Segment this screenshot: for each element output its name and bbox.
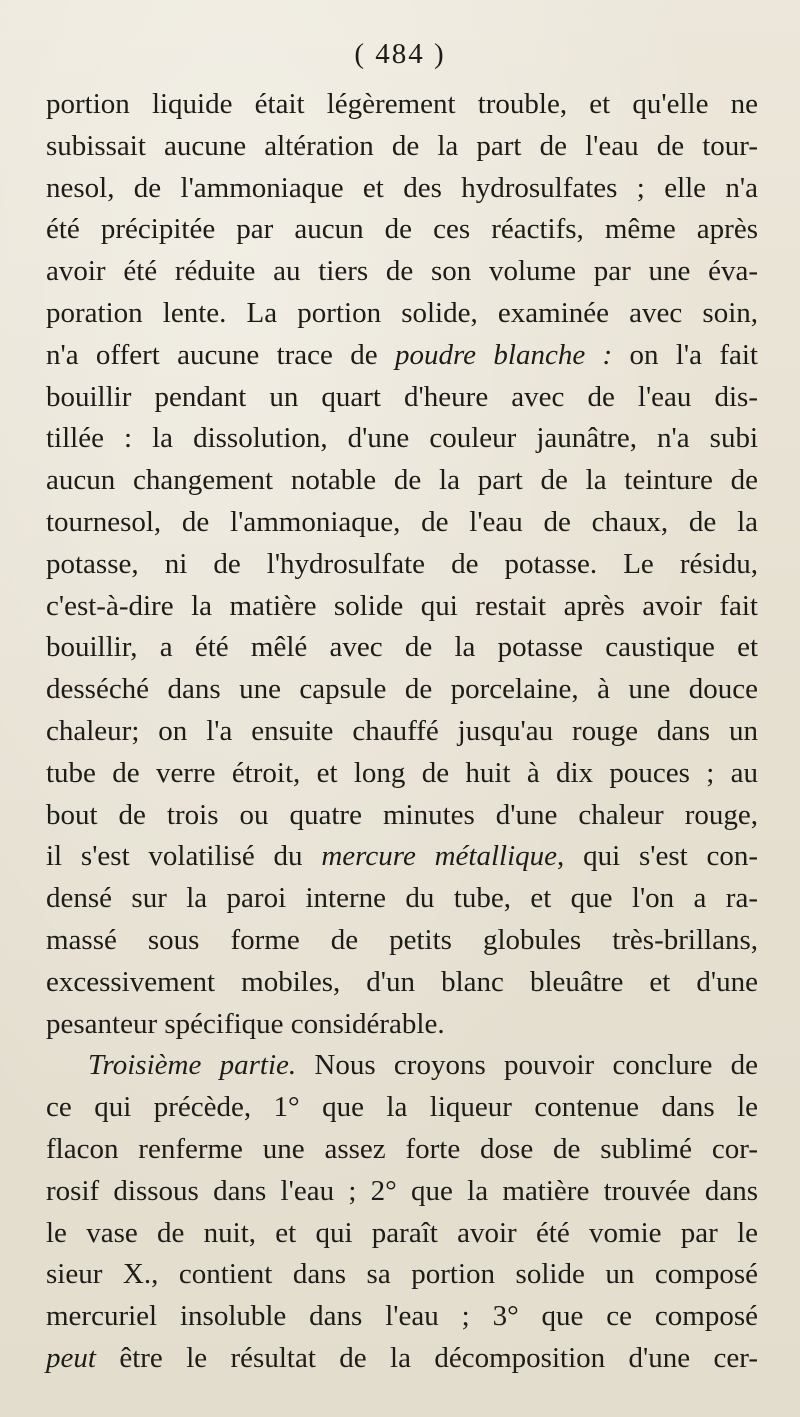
text-run: bouillir pendant un quart d'heure avec de l'eau dis- (46, 380, 758, 413)
text-run: avoir été réduite au tiers de son volume par une éva- (46, 255, 758, 288)
text-line (46, 502, 758, 544)
text-line (46, 126, 758, 168)
text-line (46, 293, 758, 335)
italic-phrase: mercure métallique (321, 840, 558, 873)
text-line (46, 878, 758, 920)
text-run: massé sous forme de petits globules très-brillans, (46, 923, 758, 956)
text-run: chaleur; on l'a ensuite chauffé jusqu'au rouge dans un (46, 714, 758, 747)
text-run: bout de trois ou quatre minutes d'une chaleur rouge, (46, 798, 758, 831)
text-line (46, 251, 758, 293)
text-line (46, 1213, 758, 1255)
text-run: mercuriel insoluble dans l'eau ; 3° que ce composé (46, 1300, 758, 1333)
text-line (46, 711, 758, 753)
text-line (46, 1004, 758, 1046)
text-run: sieur X., contient dans sa portion solide un composé (46, 1258, 758, 1291)
text-line (46, 84, 758, 126)
text-run: desséché dans une capsule de porcelaine, à une douce (46, 673, 758, 706)
text-line (46, 669, 758, 711)
text-line (46, 1171, 758, 1213)
text-line (46, 335, 758, 377)
text-line (46, 460, 758, 502)
text-run: été précipitée par aucun de ces réactifs, même après (46, 213, 758, 246)
text-run: aucun changement notable de la part de la teinture de (46, 464, 758, 497)
text-run: le vase de nuit, et qui paraît avoir été vomie par le (46, 1216, 758, 1249)
italic-phrase: Troisième partie. (88, 1049, 297, 1082)
text-run: nesol, de l'ammoniaque et des hydrosulfates ; elle n'a (46, 171, 758, 204)
text-run: être le résultat de la décomposition d'une cer- (95, 1341, 758, 1374)
text-run: excessivement mobiles, d'un blanc bleuâtre et d'une (46, 965, 758, 998)
text-line (46, 418, 758, 460)
text-run: rosif dissous dans l'eau ; 2° que la matière trouvée dans (46, 1174, 758, 1207)
text-line (46, 544, 758, 586)
text-line (46, 586, 758, 628)
text-run: , qui s'est con- (557, 840, 758, 873)
text-line (46, 1296, 758, 1338)
text-line (46, 1129, 758, 1171)
text-line (46, 1045, 758, 1087)
text-line (46, 1087, 758, 1129)
text-line (46, 627, 758, 669)
italic-phrase: peut (46, 1341, 96, 1374)
text-run: on l'a fait (612, 338, 758, 371)
italic-phrase: poudre blanche : (394, 338, 613, 371)
text-run: tillée : la dissolution, d'une couleur jaunâtre, n'a subi (46, 422, 758, 455)
text-run: Nous croyons pouvoir conclure de (296, 1049, 758, 1082)
text-run: c'est-à-dire la matière solide qui restait après avoir fait (46, 589, 758, 622)
text-run: il s'est volatilisé du (46, 840, 322, 873)
text-line (46, 1338, 758, 1380)
text-run: potasse, ni de l'hydrosulfate de potasse. Le résidu, (46, 547, 758, 580)
text-run: flacon renferme une assez forte dose de sublimé cor- (46, 1132, 758, 1165)
text-line (46, 209, 758, 251)
text-line (46, 753, 758, 795)
text-run: tournesol, de l'ammoniaque, de l'eau de chaux, de la (46, 505, 758, 538)
body-text (46, 84, 758, 1380)
text-run: pesanteur spécifique considérable. (46, 1007, 445, 1040)
text-run: portion liquide était légèrement trouble, et qu'elle ne (46, 88, 758, 120)
text-run: subissait aucune altération de la part de l'eau de tour- (46, 129, 758, 162)
text-line (46, 168, 758, 210)
text-line (46, 1254, 758, 1296)
text-run: n'a offert aucune trace de (46, 338, 395, 371)
text-run: densé sur la paroi interne du tube, et que l'on a ra- (46, 882, 758, 915)
text-run: tube de verre étroit, et long de huit à dix pouces ; au (46, 756, 758, 789)
text-line (46, 377, 758, 419)
text-line (46, 836, 758, 878)
text-line (46, 920, 758, 962)
text-run: poration lente. La portion solide, examinée avec soin, (46, 296, 758, 329)
text-line (46, 795, 758, 837)
text-line (46, 962, 758, 1004)
page-number: ( 484 ) (354, 38, 446, 70)
text-run: ce qui précède, 1° que la liqueur contenue dans le (46, 1091, 758, 1124)
text-run: bouillir, a été mêlé avec de la potasse caustique et (46, 631, 758, 664)
